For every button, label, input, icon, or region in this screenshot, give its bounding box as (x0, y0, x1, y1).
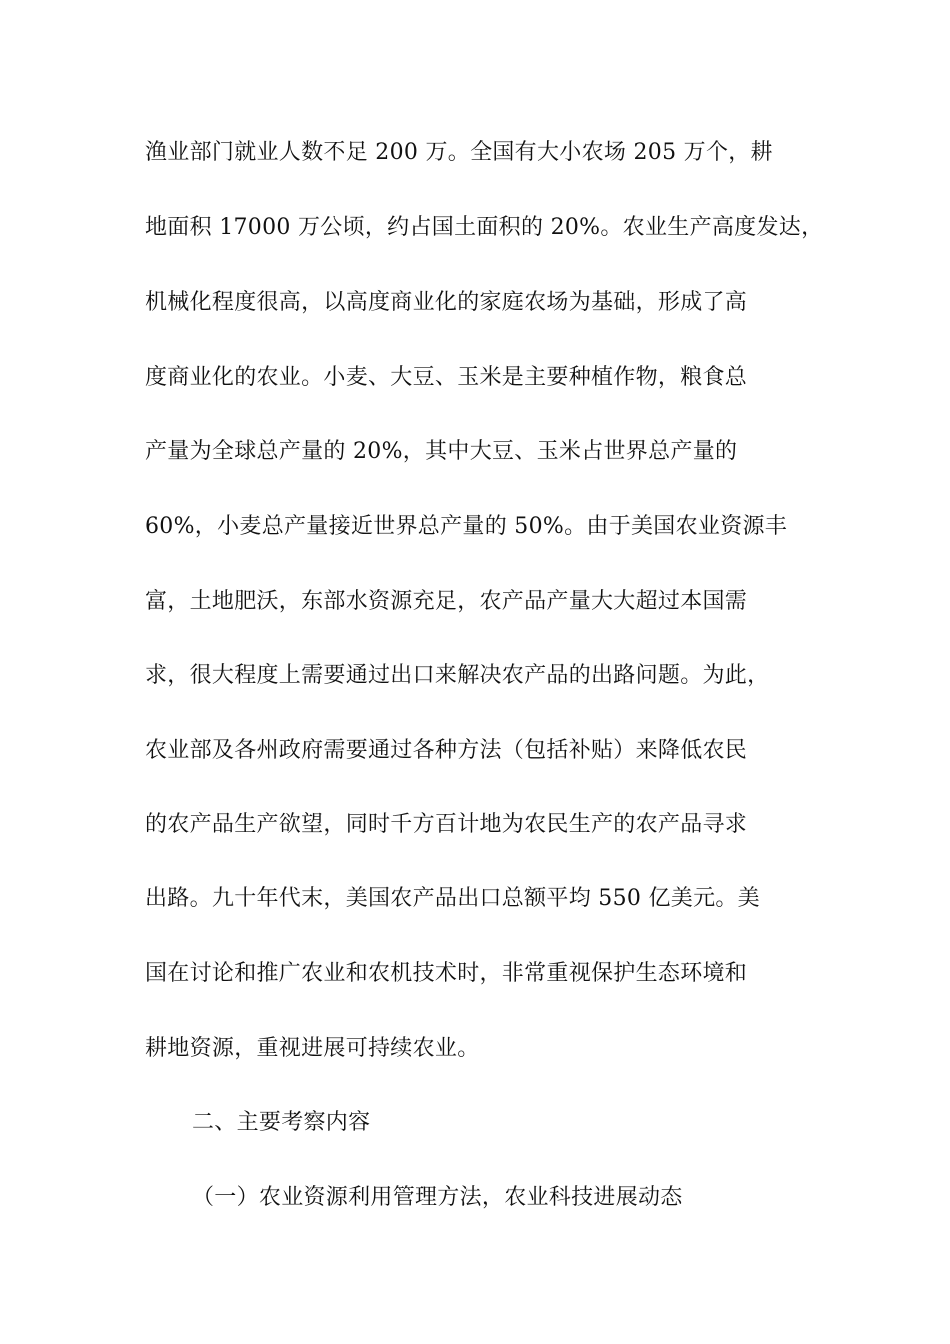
paragraph-line-9: 农业部及各州政府需要通过各种方法（包括补贴）来降低农民 (145, 738, 748, 763)
paragraph-line-8: 求，很大程度上需要通过出口来解决农产品的出路问题。为此， (145, 663, 770, 688)
paragraph-line-11: 出路。九十年代末，美国农产品出口总额平均 550 亿美元。美 (145, 886, 760, 911)
section-heading: 二、主要考察内容 (192, 1110, 371, 1135)
paragraph-line-2: 地面积 17000 万公顷，约占国土面积的 20%。农业生产高度发达， (145, 215, 824, 240)
paragraph-line-5: 产量为全球总产量的 20%，其中大豆、玉米占世界总产量的 (145, 439, 738, 464)
paragraph-line-6: 60%，小麦总产量接近世界总产量的 50%。由于美国农业资源丰 (145, 514, 788, 539)
paragraph-line-4: 度商业化的农业。小麦、大豆、玉米是主要种植作物，粮食总 (145, 365, 748, 390)
paragraph-line-10: 的农产品生产欲望，同时千方百计地为农民生产的农产品寻求 (145, 812, 748, 837)
paragraph-line-3: 机械化程度很高，以高度商业化的家庭农场为基础，形成了高 (145, 290, 748, 315)
paragraph-line-12: 国在讨论和推广农业和农机技术时，非常重视保护生态环境和 (145, 961, 748, 986)
paragraph-line-1: 渔业部门就业人数不足 200 万。全国有大小农场 205 万个，耕 (145, 140, 773, 165)
subsection-heading: （一）农业资源利用管理方法，农业科技进展动态 (192, 1185, 683, 1210)
paragraph-line-13: 耕地资源，重视进展可持续农业。 (145, 1036, 480, 1061)
paragraph-line-7: 富，土地肥沃，东部水资源充足，农产品产量大大超过本国需 (145, 589, 748, 614)
